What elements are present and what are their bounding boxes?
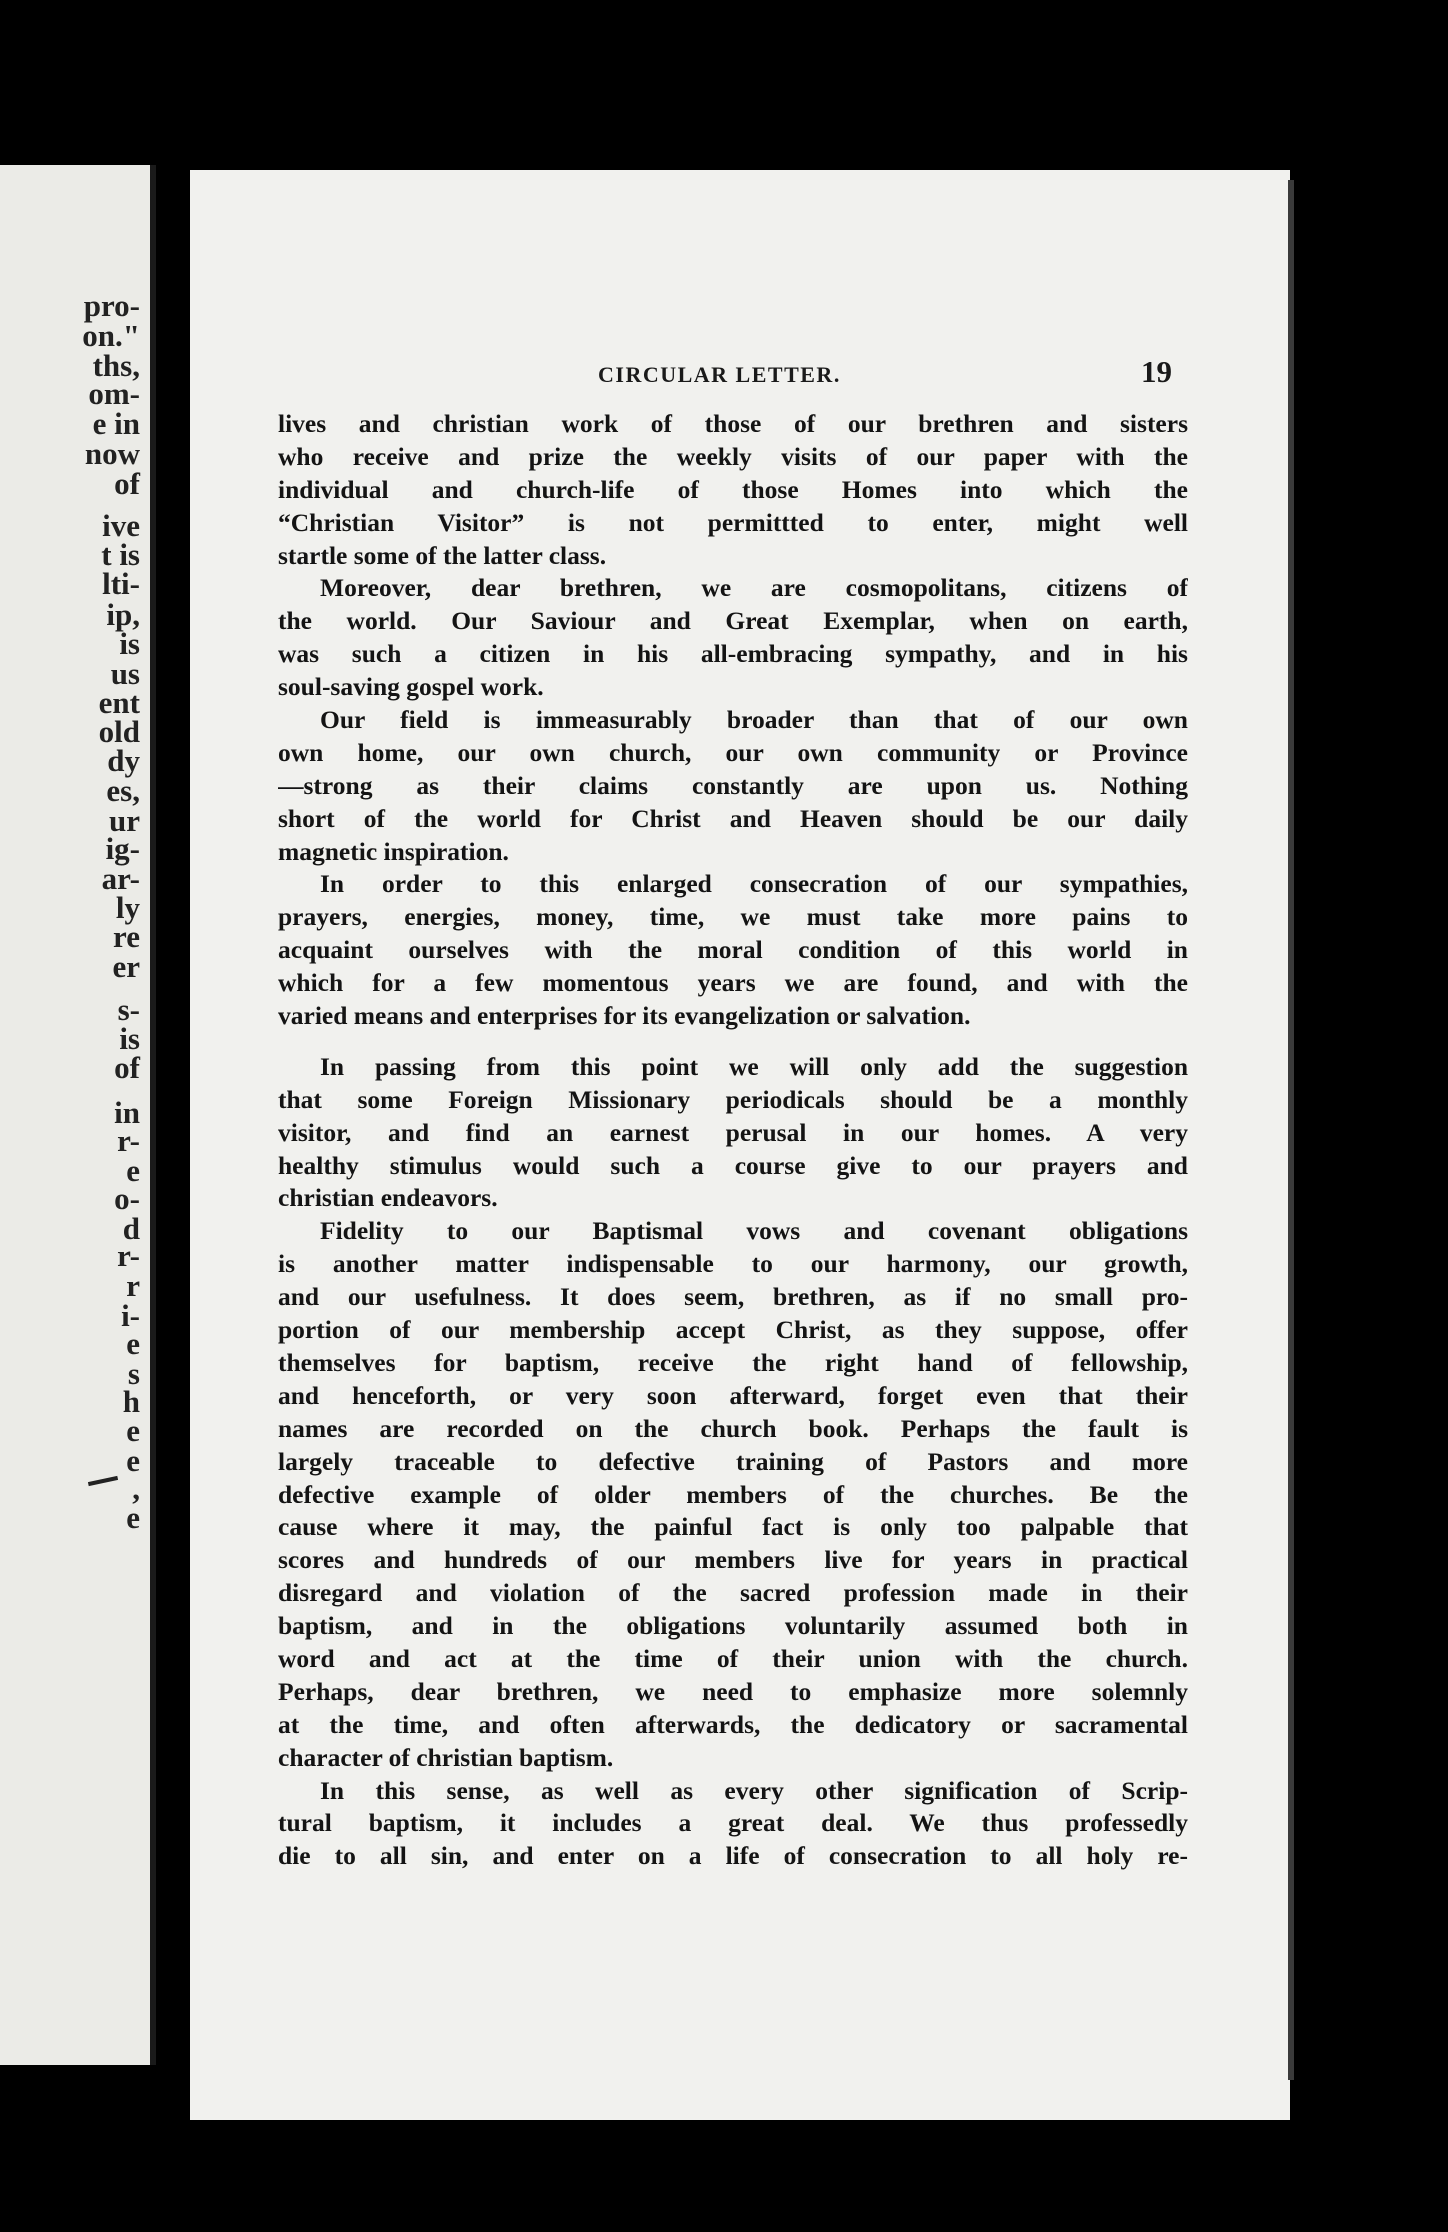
facing-page-text-fragment: ar-	[101, 861, 140, 896]
text-line: soul-saving gospel work.	[278, 672, 544, 702]
paragraph	[278, 1051, 1188, 1215]
paragraph	[278, 1215, 1188, 1774]
facing-page-text-fragment: ig-	[105, 831, 140, 866]
text-line: cause where it may, the painful fact is only too palpable that	[278, 1512, 1188, 1542]
paragraph	[278, 572, 1188, 704]
text-line: short of the world for Christ and Heaven should be our daily	[278, 803, 1188, 833]
text-line: and henceforth, or very soon afterward, forget even that their	[278, 1380, 1188, 1410]
text-line: varied means and enterprises for its evangelization or salvation.	[278, 1001, 971, 1031]
facing-page-text-fragment: on."	[82, 318, 140, 353]
facing-page-text-fragment: o-	[114, 1181, 140, 1216]
text-line: die to all sin, and enter on a life of consecration to all holy re-	[278, 1841, 1188, 1871]
text-line: In this sense, as well as every other signification of Scrip-	[320, 1775, 1188, 1805]
facing-page-text-fragment: d	[122, 1211, 140, 1246]
text-line: word and act at the time of their union with the church.	[278, 1643, 1188, 1673]
facing-page-text-fragment: t is	[101, 537, 140, 572]
facing-page-text-fragment: s-	[117, 992, 140, 1027]
facing-page-text-fragment: r-	[117, 1238, 140, 1273]
facing-page-text-fragment: e in	[92, 406, 140, 441]
text-line: healthy stimulus would such a course give to our prayers and	[278, 1150, 1188, 1180]
facing-page-text-fragment: old	[98, 714, 140, 749]
page-edge	[1288, 180, 1294, 2080]
facing-page-text-fragment: e	[126, 1443, 140, 1478]
facing-page-text-fragment: e	[126, 1500, 140, 1535]
facing-page-text-fragment: om-	[88, 376, 140, 411]
text-line: magnetic inspiration.	[278, 836, 509, 866]
facing-page-text-fragment: is	[119, 1021, 140, 1056]
text-line: In order to this enlarged consecration of our sympathies,	[320, 869, 1188, 899]
facing-page-text-fragment: ,	[132, 1471, 140, 1506]
facing-page-text-fragment: in	[114, 1095, 140, 1130]
paragraph-gap	[278, 1033, 1188, 1051]
text-line: “Christian Visitor” is not permittted to enter, might well	[278, 507, 1188, 537]
text-line: defective example of older members of the churches. Be the	[278, 1479, 1188, 1509]
facing-page-text-fragment: ur	[109, 803, 140, 838]
page-header	[190, 354, 1290, 402]
text-line: Fidelity to our Baptismal vows and covenant obligations	[320, 1216, 1188, 1246]
text-line: christian endeavors.	[278, 1183, 498, 1213]
facing-page-text-fragment: re	[113, 919, 140, 954]
text-line: Our field is immeasurably broader than that of our own	[320, 705, 1188, 735]
facing-page-text-fragment: ip,	[106, 597, 140, 632]
facing-page-text-fragment: ive	[102, 508, 140, 543]
paragraph	[278, 1775, 1188, 1874]
facing-page-text-fragment: i-	[121, 1298, 140, 1333]
text-line: tural baptism, it includes a great deal. We thus professedly	[278, 1808, 1188, 1838]
text-line: startle some of the latter class.	[278, 540, 607, 570]
text-line: character of christian baptism.	[278, 1742, 614, 1772]
facing-page-text-fragment: s	[127, 1356, 140, 1391]
paragraph	[278, 408, 1188, 572]
text-line: prayers, energies, money, time, we must take more pains to	[278, 902, 1188, 932]
text-line: that some Foreign Missionary periodicals should be a monthly	[278, 1084, 1188, 1114]
facing-page-text-fragment: r	[126, 1268, 140, 1303]
facing-page-text-fragment: er	[112, 949, 140, 984]
facing-page-text-fragment: e	[126, 1153, 140, 1188]
text-line: visitor, and find an earnest perusal in our homes. A very	[278, 1117, 1188, 1147]
text-line: and our usefulness. It does seem, brethren, as if no small pro-	[278, 1282, 1188, 1312]
paragraph	[278, 868, 1188, 1032]
text-line: largely traceable to defective training of Pastors and more	[278, 1446, 1188, 1476]
page-number: 19	[1141, 354, 1172, 389]
text-line: was such a citizen in his all-embracing sympathy, and in his	[278, 639, 1188, 669]
text-line: In passing from this point we will only add the suggestion	[320, 1051, 1188, 1081]
paragraph	[278, 704, 1188, 868]
text-line: portion of our membership accept Christ, as they suppose, offer	[278, 1315, 1188, 1345]
book-page	[190, 170, 1290, 2120]
facing-page-text-fragment: dy	[107, 743, 140, 778]
text-line: Perhaps, dear brethren, we need to emphasize more solemnly	[278, 1676, 1188, 1706]
text-line: who receive and prize the weekly visits of our paper with the	[278, 441, 1188, 471]
facing-page-text-fragment: e	[126, 1326, 140, 1361]
text-line: at the time, and often afterwards, the dedicatory or sacramental	[278, 1709, 1188, 1739]
facing-page-text-fragment: us	[110, 656, 140, 691]
facing-page-fragment	[0, 165, 156, 2065]
text-line: themselves for baptism, receive the right hand of fellowship,	[278, 1347, 1188, 1377]
text-line: baptism, and in the obligations voluntarily assumed both in	[278, 1611, 1188, 1641]
text-line: —strong as their claims constantly are upon us. Nothing	[278, 770, 1188, 800]
text-line: individual and church-life of those Homes into which the	[278, 474, 1188, 504]
facing-page-text-fragment: is	[119, 626, 140, 661]
facing-page-text-fragment: lti-	[102, 566, 140, 601]
facing-page-text-fragment: ent	[98, 685, 140, 720]
text-line: lives and christian work of those of our brethren and sisters	[278, 409, 1188, 438]
facing-page-text-fragment: r-	[117, 1123, 140, 1158]
text-line: is another matter indispensable to our harmony, our growth,	[278, 1249, 1188, 1279]
text-line: the world. Our Saviour and Great Exemplar, when on earth,	[278, 606, 1188, 636]
running-head: CIRCULAR LETTER.	[598, 362, 841, 387]
text-line: own home, our own church, our own community or Province	[278, 737, 1188, 767]
text-line: disregard and violation of the sacred profession made in their	[278, 1578, 1188, 1608]
text-line: which for a few momentous years we are found, and with the	[278, 968, 1188, 998]
facing-page-text-fragment: pro-	[83, 288, 140, 323]
text-line: Moreover, dear brethren, we are cosmopolitans, citizens of	[320, 573, 1188, 603]
body-text	[278, 408, 1188, 1873]
facing-page-text-fragment: ths,	[92, 348, 140, 383]
facing-page-text-fragment: es,	[106, 773, 140, 808]
text-line: scores and hundreds of our members live for years in practical	[278, 1545, 1188, 1575]
facing-page-text-fragment: of	[114, 466, 140, 501]
facing-page-mark	[88, 1476, 118, 1486]
facing-page-text-fragment: ly	[115, 890, 140, 925]
facing-page-text-fragment: e	[126, 1413, 140, 1448]
text-line: names are recorded on the church book. Perhaps the fault is	[278, 1413, 1188, 1443]
facing-page-text-fragment: h	[122, 1384, 140, 1419]
facing-page-text-fragment: now	[84, 436, 140, 471]
text-line: acquaint ourselves with the moral condition of this world in	[278, 935, 1188, 965]
facing-page-text-fragment: of	[114, 1050, 140, 1085]
